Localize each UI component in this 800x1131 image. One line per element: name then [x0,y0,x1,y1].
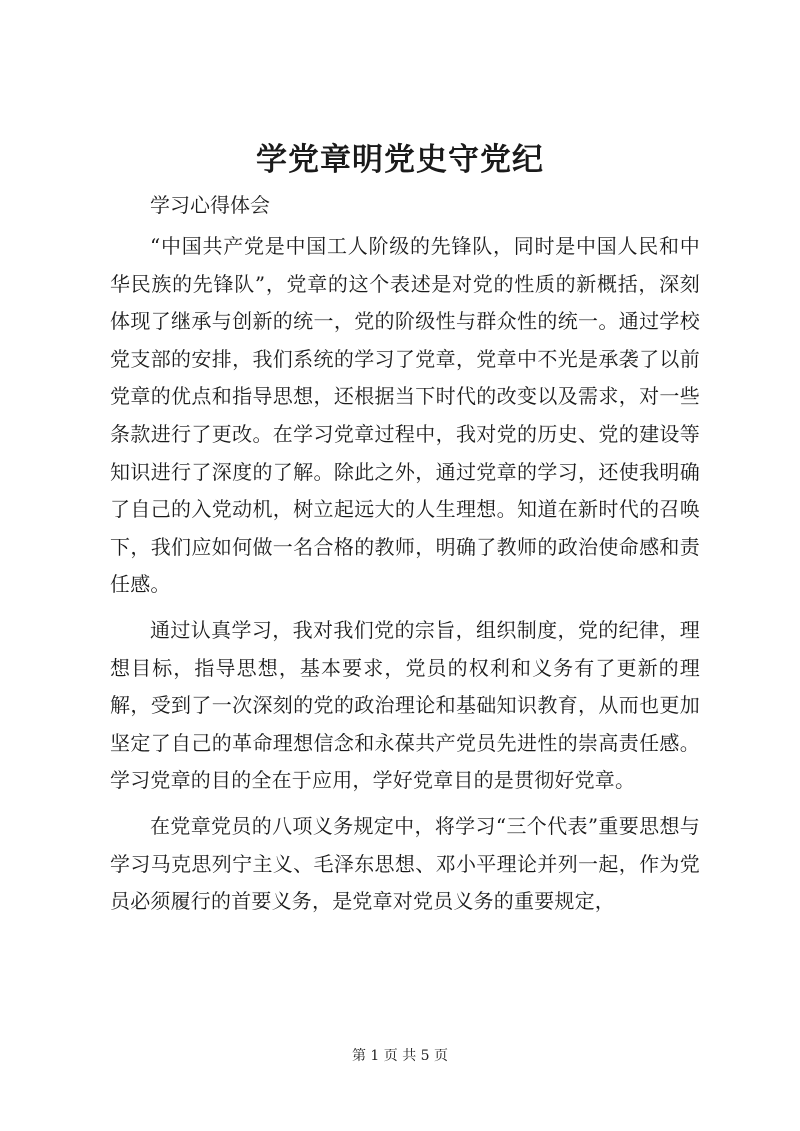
page-footer: 第 1 页 共 5 页 [351,1048,449,1064]
document-body [110,186,700,925]
paragraph: “中国共产党是中国工人阶级的先锋队，同时是中国人民和中华民族的先锋队”，党章的这个表述是对党的性质的新概括，深刻体现了继承与创新的统一，党的阶级性与群众性的统一。通过学校党支部的安排，我们系统的学习了党章，党章中不光是承袭了以前党章的优点和指导思想，还根据当下时代的改变以及需求，对一些条款进行了更改。在学习党章过程中，我对党的历史、党的建设等知识进行了深度的了解。除此之外，通过党章的学习，还使我明确了自己的入党动机，树立起远大的人生理想。知道在新时代的召唤下，我们应如何做一名合格的教师，明确了教师的政治使命感和责任感。 [110,234,700,597]
document-title: 学党章明党史守党纪 [256,142,544,178]
paragraph: 在党章党员的八项义务规定中，将学习“三个代表”重要思想与学习马克思列宁主义、毛泽东思想、邓小平理论并列一起，作为党员必须履行的首要义务，是党章对党员义务的重要规定， [110,813,700,914]
document-subtitle: 学习心得体会 [150,193,270,217]
paragraph: 通过认真学习，我对我们党的宗旨，组织制度，党的纪律，理想目标，指导思想，基本要求，党员的权利和义务有了更新的理解，受到了一次深刻的党的政治理论和基础知识教育，从而也更加坚定了自己的革命理想信念和永葆共产党员先进性的崇高责任感。学习党章的目的全在于应用，学好党章目的是贯彻好党章。 [110,617,700,793]
